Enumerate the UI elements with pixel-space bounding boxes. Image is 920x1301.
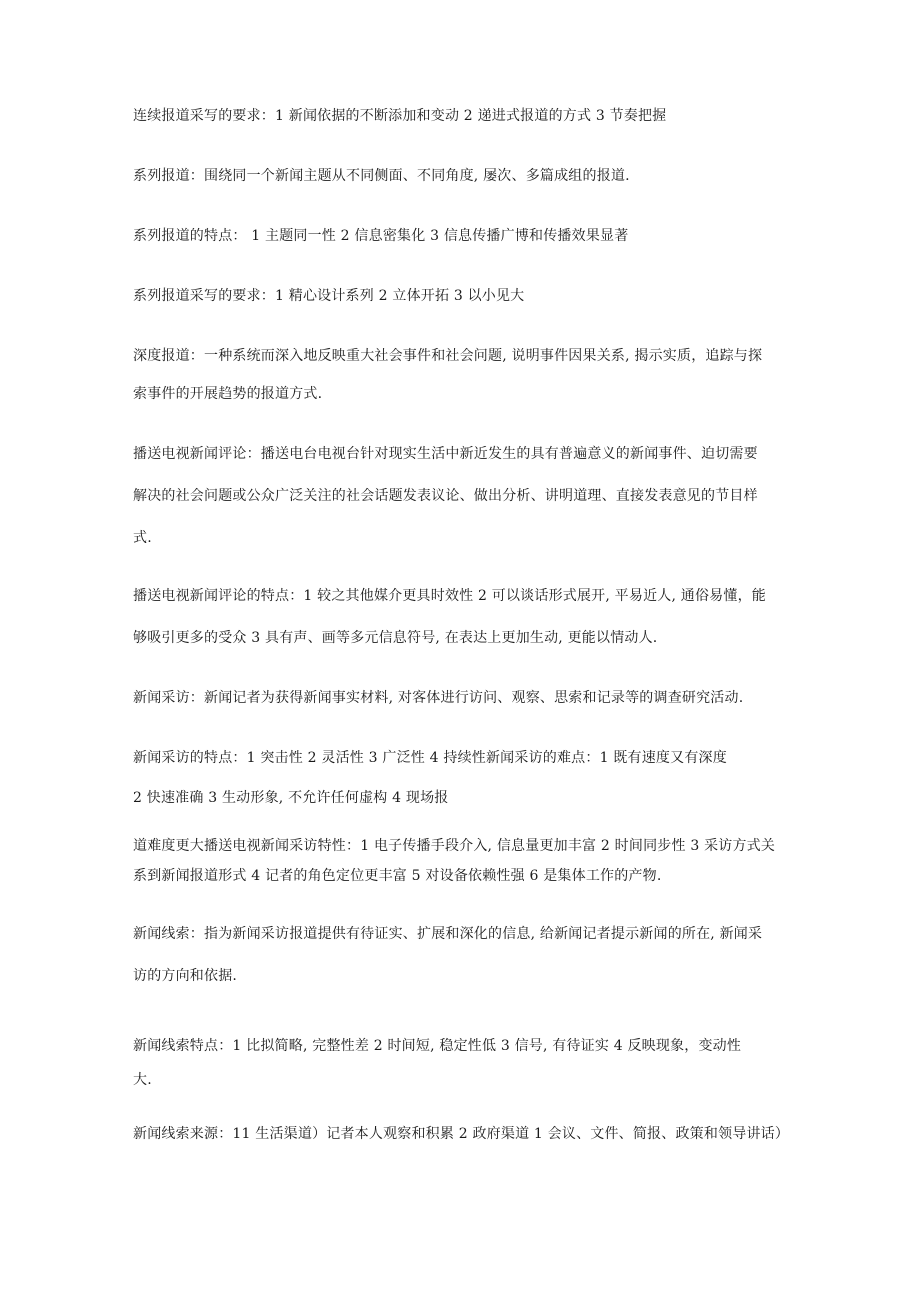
text-line: 系列报道：围绕同一个新闻主题从不同侧面、不同角度, 屡次、多篇成组的报道. — [133, 168, 630, 184]
text-line: 大. — [133, 1072, 152, 1088]
text-line: 式. — [133, 530, 152, 546]
text-line: 2 快速准确 3 生动形象, 不允许任何虚构 4 现场报 — [133, 790, 449, 806]
text-line: 系列报道的特点： 1 主题同一性 2 信息密集化 3 信息传播广博和传播效果显著 — [133, 228, 629, 244]
text-line: 新闻线索：指为新闻采访报道提供有待证实、扩展和深化的信息, 给新闻记者提示新闻的所在, 新闻采 — [133, 926, 763, 942]
text-line: 够吸引更多的受众 3 具有声、画等多元信息符号, 在表达上更加生动, 更能以情动人. — [133, 630, 658, 646]
text-line: 连续报道采写的要求：1 新闻依据的不断添加和变动 2 递进式报道的方式 3 节奏把握 — [133, 108, 667, 124]
text-line: 系到新闻报道形式 4 记者的角色定位更丰富 5 对设备依赖性强 6 是集体工作的产物. — [133, 868, 662, 884]
text-line: 新闻线索来源：11 生活渠道）记者本人观察和积累 2 政府渠道 1 会议、文件、简报、政策和领导讲话） — [133, 1126, 790, 1142]
text-line: 系列报道采写的要求：1 精心设计系列 2 立体开拓 3 以小见大 — [133, 288, 525, 304]
text-line: 新闻采访的特点：1 突击性 2 灵活性 3 广泛性 4 持续性新闻采访的难点：1 既有速度又有深度 — [133, 750, 727, 766]
text-line: 索事件的开展趋势的报道方式. — [133, 386, 323, 402]
text-line: 播送电视新闻评论：播送电台电视台针对现实生活中新近发生的具有普遍意义的新闻事件、迫切需要 — [133, 446, 758, 462]
text-line: 新闻线索特点：1 比拟简略, 完整性差 2 时间短, 稳定性低 3 信号, 有待证实 4 反映现象，变动性 — [133, 1038, 742, 1054]
text-line: 播送电视新闻评论的特点：1 较之其他媒介更具时效性 2 可以谈话形式展开, 平易近人, 通俗易懂，能 — [133, 588, 766, 604]
text-line: 解决的社会问题或公众广泛关注的社会话题发表议论、做出分析、讲明道理、直接发表意见的节目样 — [133, 488, 758, 504]
text-line: 道难度更大播送电视新闻采访特性：1 电子传播手段介入, 信息量更加丰富 2 时间同步性 3 采访方式关 — [133, 838, 776, 854]
text-line: 访的方向和依据. — [133, 968, 238, 984]
text-line: 新闻采访：新闻记者为获得新闻事实材料, 对客体进行访问、观察、思索和记录等的调查研究活动. — [133, 690, 744, 706]
text-line: 深度报道：一种系统而深入地反映重大社会事件和社会问题, 说明事件因果关系, 揭示实质，追踪与探 — [133, 348, 763, 364]
